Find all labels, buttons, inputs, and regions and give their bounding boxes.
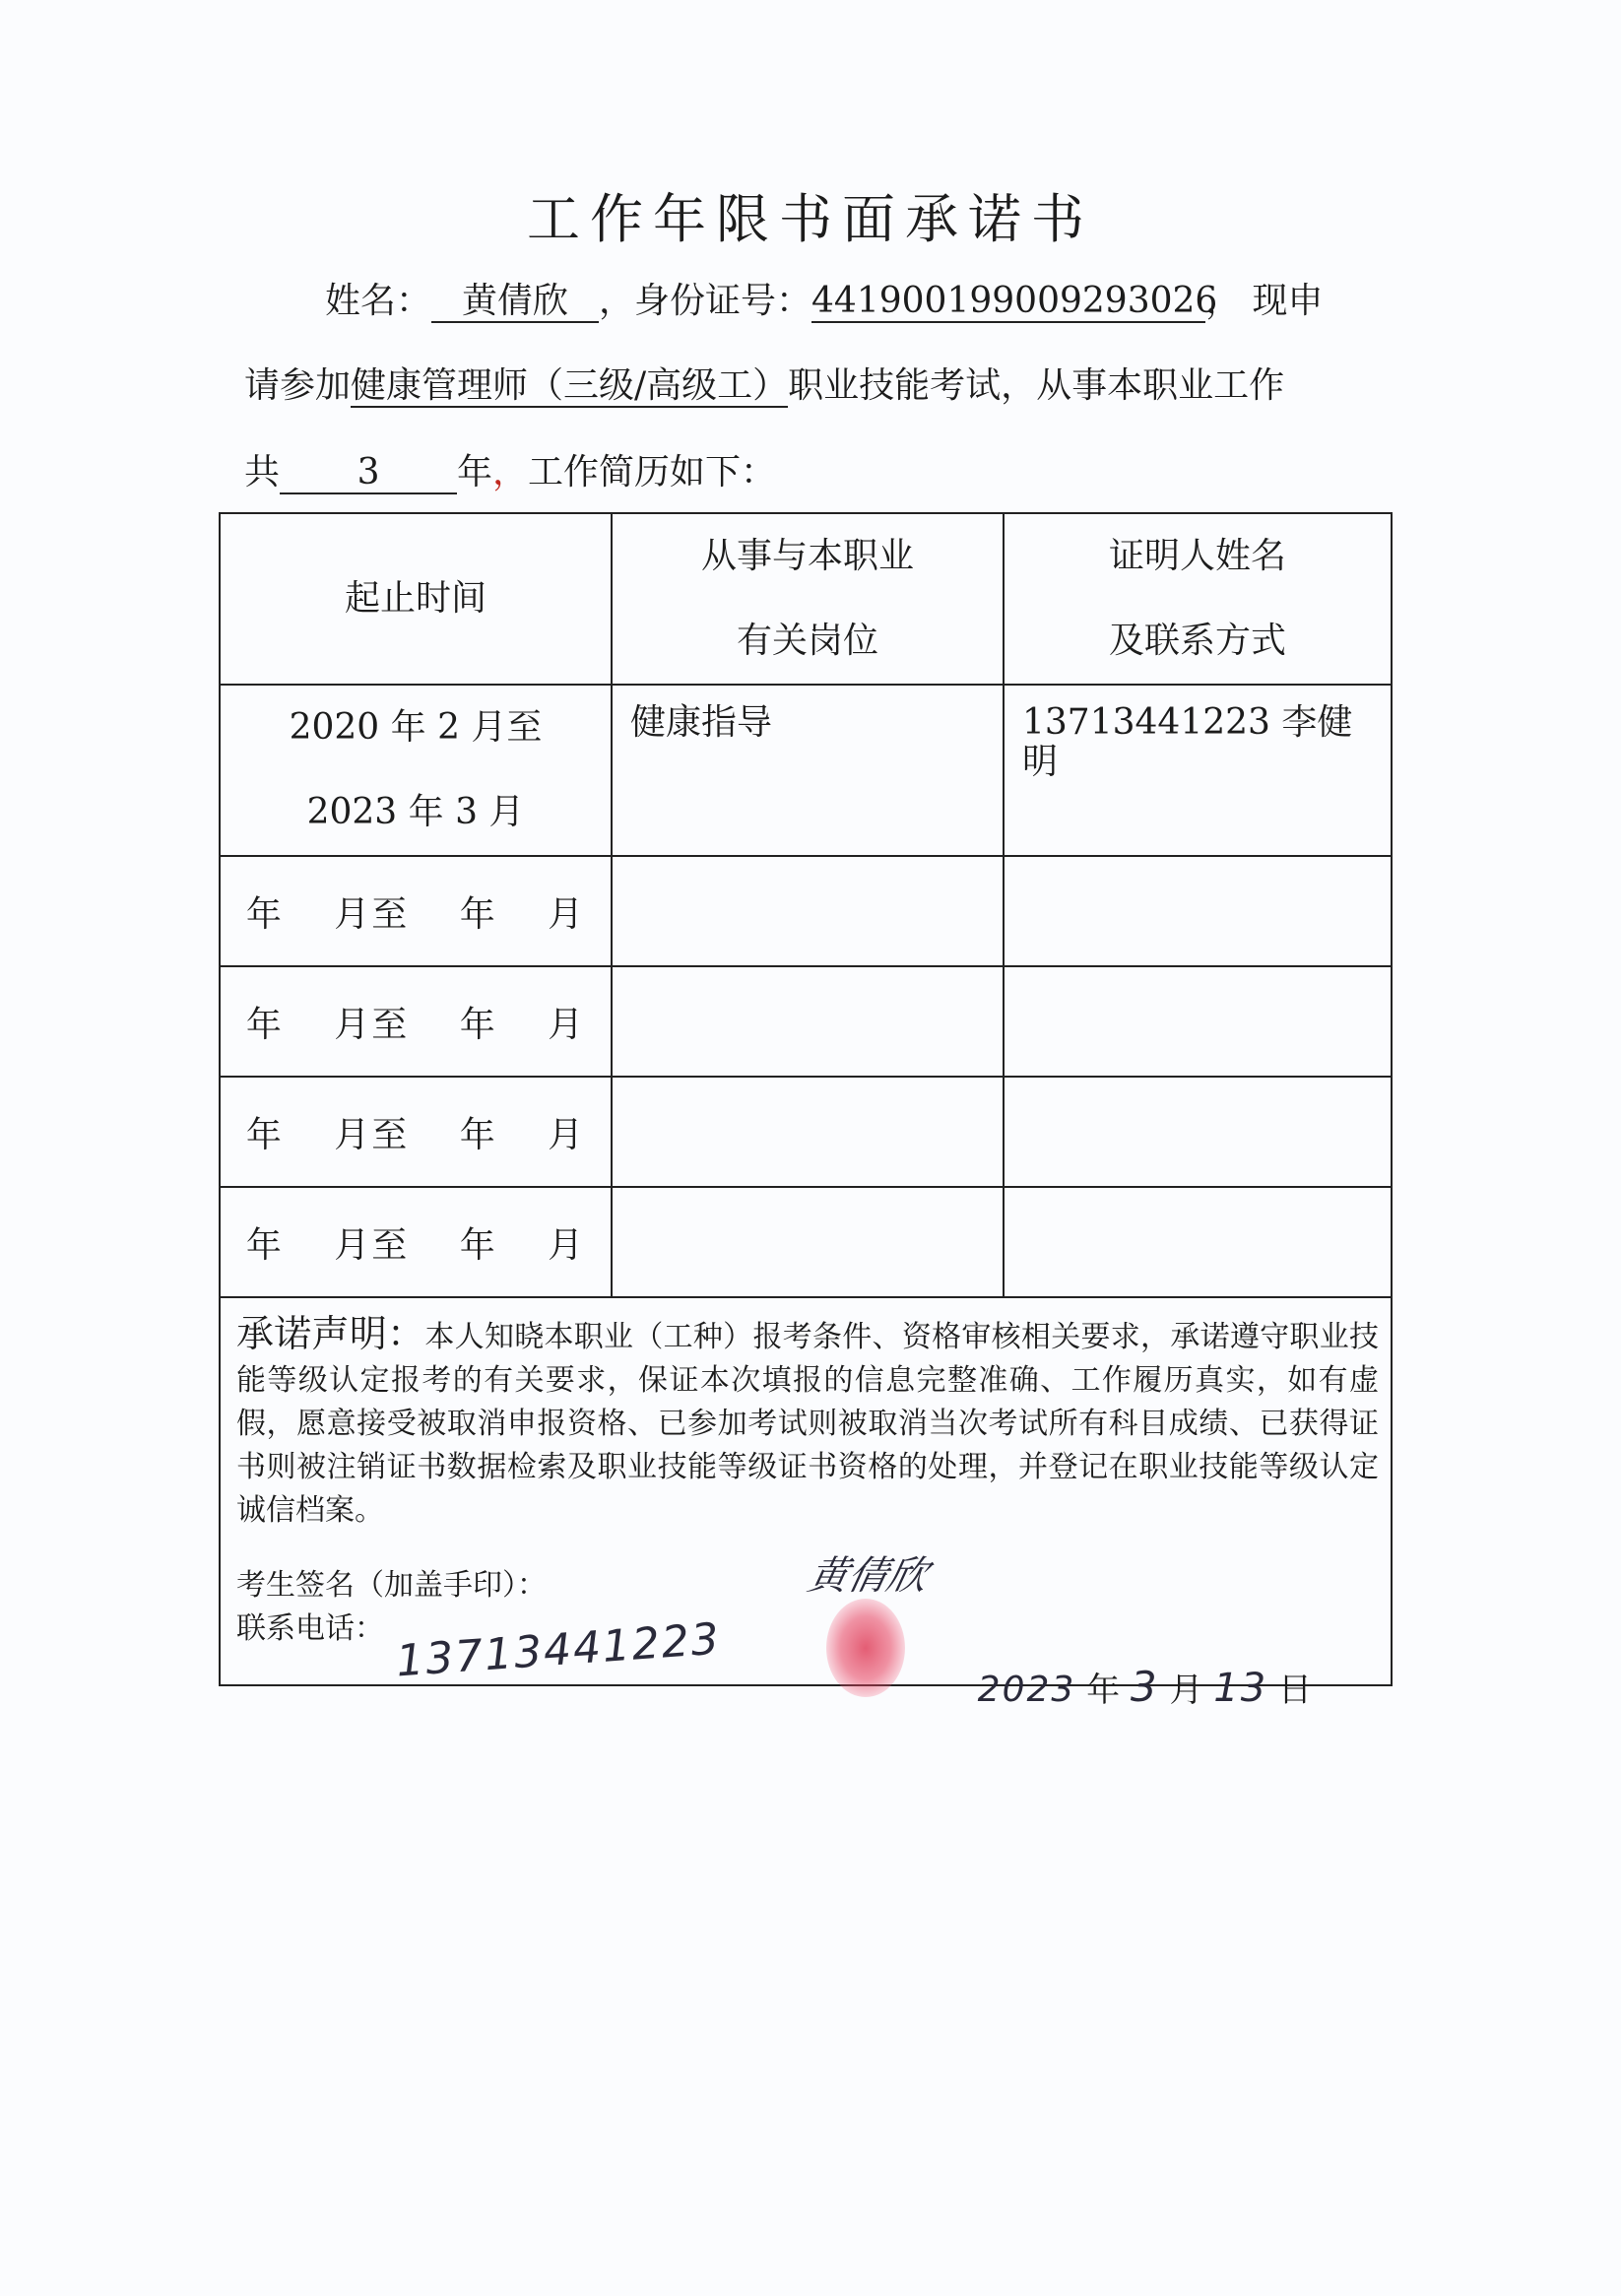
name-label: 姓名： xyxy=(325,281,432,321)
table-row xyxy=(220,685,1392,856)
empty-reference xyxy=(1004,856,1392,966)
pledge-body: 本人知晓本职业（工种）报考条件、资格审核相关要求，承诺遵守职业技能等级认定报考的有关要求，保证本次填报的信息完整准确、工作履历真实，如有虚假，愿意接受被取消申报资格、已参加考试则被取消当次考试所有科目成绩、已获得证书则被注销证书数据检索及职业技能等级证书资格的处理，并登记在职业技能等级认定诚信档案。 xyxy=(236,1320,1379,1528)
table-row xyxy=(220,1077,1392,1187)
years-unit: 年 xyxy=(457,452,493,492)
signature-label: 考生签名（加盖手印）： xyxy=(236,1568,547,1603)
pledge-heading: 承诺声明： xyxy=(236,1312,425,1355)
id-label: ，身份证号： xyxy=(599,281,812,321)
document-title: 工作年限书面承诺书 xyxy=(527,188,1094,250)
header-reference-line1: 证明人姓名 xyxy=(1108,536,1286,576)
pledge-cell xyxy=(220,1297,1392,1711)
pledge-statement xyxy=(236,1312,1379,1533)
exam-name: 健康管理师（三级/高级工） xyxy=(351,365,789,406)
exam-suffix: 职业技能考试，从事本职业工作 xyxy=(788,365,1285,406)
empty-time: 年 月至 年 月 xyxy=(220,856,612,966)
empty-position xyxy=(612,1187,1004,1297)
row1-time-start: 2020 年 2 月至 xyxy=(289,707,543,748)
signing-date xyxy=(978,1663,1312,1711)
date-month-unit: 月 xyxy=(1169,1671,1203,1710)
row1-time-end: 2023 年 3 月 xyxy=(306,792,525,832)
empty-reference xyxy=(1004,1187,1392,1297)
header-time: 起止时间 xyxy=(220,513,612,685)
years-suffix: 工作简历如下： xyxy=(528,452,777,492)
row1-position: 健康指导 xyxy=(612,685,1004,856)
header-position xyxy=(612,513,1004,685)
date-year-unit: 年 xyxy=(1086,1671,1121,1710)
phone-label: 联系电话： xyxy=(236,1611,384,1646)
line1-tail: ， 现申 xyxy=(1205,281,1324,321)
years-prefix: 共 xyxy=(244,452,281,492)
date-day: 13 xyxy=(1213,1666,1268,1711)
id-value: 441900199009293026 xyxy=(811,281,1218,321)
table-row xyxy=(220,856,1392,966)
table-header-row xyxy=(220,513,1392,685)
exam-prefix: 请参加 xyxy=(244,365,352,406)
date-month: 3 xyxy=(1130,1663,1159,1711)
header-reference-line2: 及联系方式 xyxy=(1108,621,1286,661)
header-position-line1: 从事与本职业 xyxy=(700,536,914,576)
handwritten-signature: 黄倩欣 xyxy=(804,1553,933,1599)
handwritten-phone: 13713441223 xyxy=(394,1613,723,1687)
fingerprint-stamp xyxy=(826,1599,905,1697)
date-day-unit: 日 xyxy=(1278,1671,1312,1710)
name-id-line xyxy=(325,282,1323,323)
row1-reference: 13713441223 李健明 xyxy=(1004,685,1392,856)
table-row xyxy=(220,966,1392,1077)
exam-line xyxy=(244,366,1284,408)
empty-reference xyxy=(1004,1077,1392,1187)
empty-time: 年 月至 年 月 xyxy=(220,1077,612,1187)
empty-position xyxy=(612,966,1004,1077)
empty-time: 年 月至 年 月 xyxy=(220,1187,612,1297)
empty-reference xyxy=(1004,966,1392,1077)
years-value: 3 xyxy=(280,453,457,494)
years-line xyxy=(244,453,776,494)
table-row xyxy=(220,1187,1392,1297)
header-position-line2: 有关岗位 xyxy=(736,621,878,661)
pledge-row xyxy=(220,1297,1392,1685)
date-year: 2023 xyxy=(977,1670,1076,1710)
empty-position xyxy=(612,1077,1004,1187)
name-value: 黄倩欣 xyxy=(431,282,599,323)
row1-time xyxy=(220,685,612,856)
empty-position xyxy=(612,856,1004,966)
years-comma: ， xyxy=(492,452,529,492)
empty-time: 年 月至 年 月 xyxy=(220,966,612,1077)
header-reference xyxy=(1004,513,1392,685)
work-history-table xyxy=(219,512,1393,1711)
